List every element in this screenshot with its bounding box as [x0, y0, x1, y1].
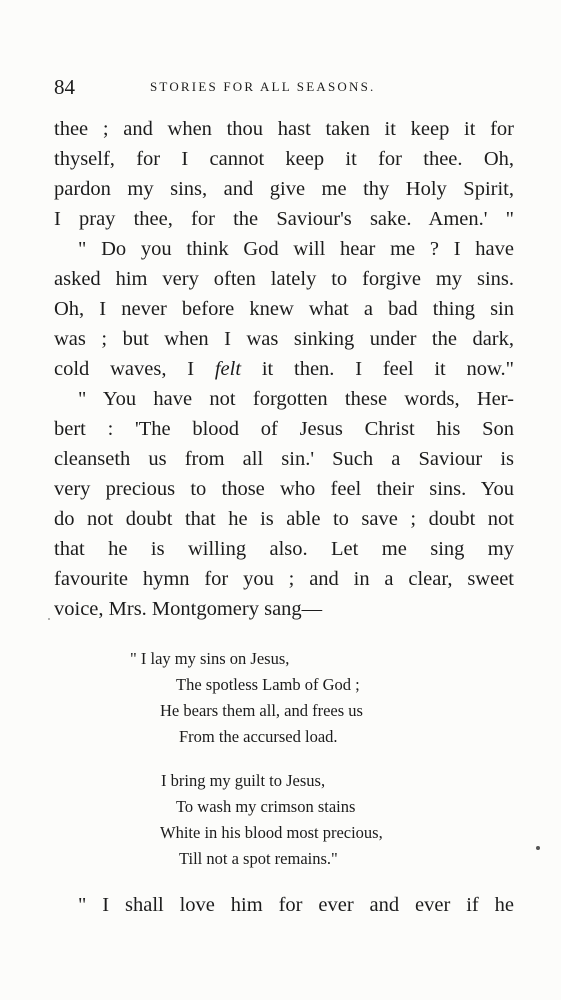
paragraph-2-line-4: was ; but when I was sinking under the dark, — [54, 328, 514, 350]
hymn-stanza-1-line-3: He bears them all, and frees us — [160, 701, 363, 720]
paragraph-3-line-8: voice, Mrs. Montgomery sang— — [54, 598, 323, 620]
paragraph-1-line-3: pardon my sins, and give me thy Holy Spirit, — [54, 178, 514, 200]
paragraph-3-line-7: favourite hymn for you ; and in a clear, sweet — [54, 568, 514, 590]
paragraph-3-line-6: that he is willing also. Let me sing my — [54, 538, 514, 560]
paragraph-1-line-2: thyself, for I cannot keep it for thee. Oh, — [54, 148, 514, 170]
paragraph-1-line-1: thee ; and when thou hast taken it keep it for — [54, 118, 514, 140]
page-header — [54, 72, 514, 102]
hymn-stanza-2-line-1: I bring my guilt to Jesus, — [161, 771, 326, 790]
hymn-stanza-2-line-4: Till not a spot remains." — [179, 849, 338, 868]
closing-paragraph-line-1: " I shall love him for ever and ever if he — [78, 894, 514, 916]
emphasized-word: felt — [214, 358, 242, 380]
line-text-before: cold waves, I — [54, 358, 215, 380]
hymn-stanza-1-line-1: " I lay my sins on Jesus, — [130, 649, 290, 668]
hymn-stanza-2-line-3: White in his blood most precious, — [160, 823, 383, 842]
paragraph-2-line-1: " Do you think God will hear me ? I have — [78, 238, 514, 260]
line-text-after: it then. I feel it now." — [241, 358, 515, 380]
paragraph-1-line-4: I pray thee, for the Saviour's sake. Amen.' " — [54, 208, 514, 230]
paragraph-3-line-1: " You have not forgotten these words, Her- — [78, 388, 514, 410]
paragraph-3-line-3: cleanseth us from all sin.' Such a Saviour is — [54, 448, 514, 470]
page-number: 84 — [54, 75, 75, 99]
ink-speck — [48, 618, 50, 620]
running-title: STORIES FOR ALL SEASONS. — [150, 79, 376, 94]
hymn-stanza-1-line-4: From the accursed load. — [179, 727, 338, 746]
paragraph-3-line-2: bert : 'The blood of Jesus Christ his Son — [54, 418, 514, 440]
ink-speck — [536, 846, 540, 850]
paragraph-2-line-2: asked him very often lately to forgive my sins. — [54, 268, 514, 290]
paragraph-2-line-5 — [54, 354, 514, 384]
paragraph-3-line-4: very precious to those who feel their sins. You — [54, 478, 514, 500]
paragraph-2-line-3: Oh, I never before knew what a bad thing sin — [54, 298, 514, 320]
paragraph-3-line-5: do not doubt that he is able to save ; doubt not — [54, 508, 514, 530]
hymn-stanza-2-line-2: To wash my crimson stains — [176, 797, 356, 816]
hymn-stanza-1-line-2: The spotless Lamb of God ; — [176, 675, 360, 694]
